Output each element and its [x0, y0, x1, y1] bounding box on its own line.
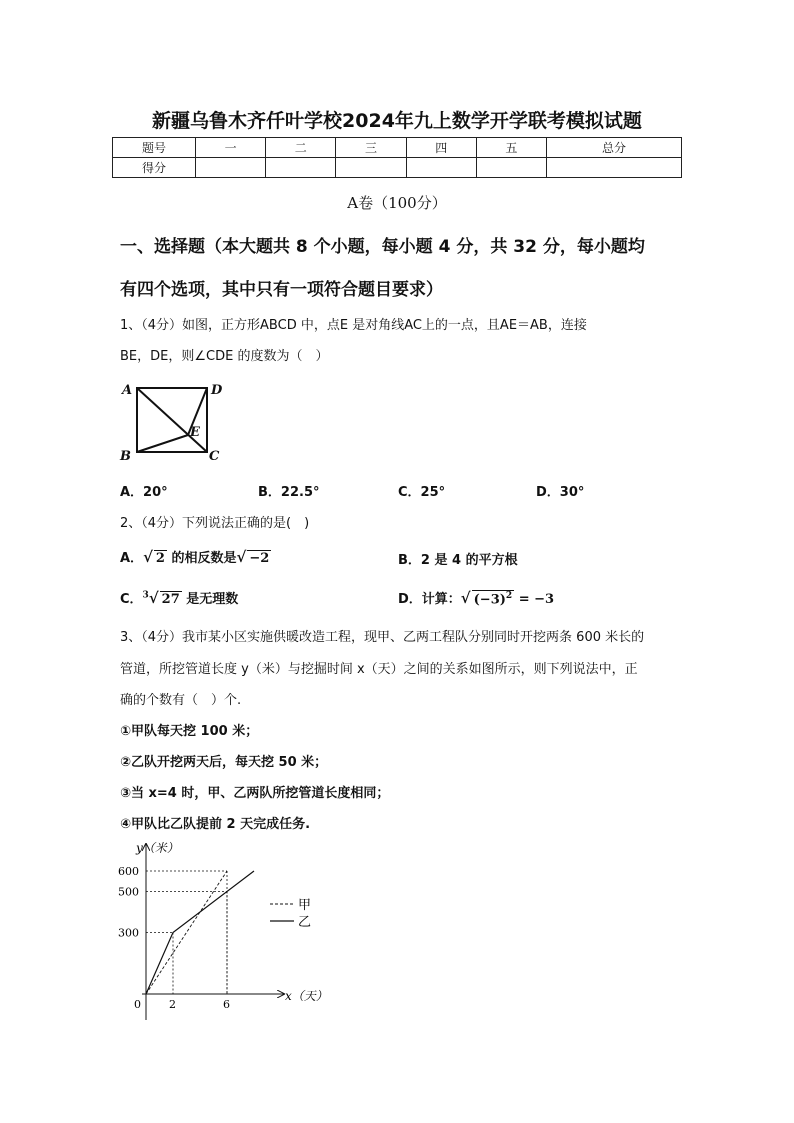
score-table: [112, 137, 682, 178]
q2-option-c-prefix: C．: [120, 592, 143, 607]
x-tick-label: 0: [134, 998, 141, 1011]
score-cell: 五: [476, 138, 546, 158]
q2-option-a-mid: 的相反数是: [166, 551, 237, 566]
q1-option-b: B．22.5°: [258, 485, 320, 500]
q1-stem-line2: BE，DE，则∠CDE 的度数为（ ）: [120, 349, 329, 364]
score-cell: 二: [266, 138, 336, 158]
q2-option-d-suffix: = −3: [514, 592, 555, 607]
label-b: B: [120, 449, 131, 464]
q2-stem: 2、（4分）下列说法正确的是( ): [120, 516, 310, 531]
score-table-header-row: [113, 138, 682, 158]
score-input-cell: [406, 158, 476, 178]
x-tick-label: 6: [223, 998, 230, 1011]
q2-option-d-prefix: D．计算：: [398, 592, 461, 607]
score-cell: 题号: [113, 138, 196, 158]
y-tick-label: 600: [118, 865, 139, 878]
q2-option-d: [398, 588, 554, 607]
q3-stem-line1: 3、（4分）我市某小区实施供暖改造工程，现甲、乙两工程队分别同时开挖两条 600 米长的: [120, 630, 645, 645]
q3-stem-line3: 确的个数有（ ）个.: [120, 693, 242, 708]
q2-option-d-radicand: [472, 590, 515, 607]
y-axis-label: y（米）: [136, 841, 179, 855]
x-axis-label: x（天）: [285, 989, 328, 1003]
x-tick-label: 2: [169, 998, 176, 1011]
score-input-cell: [547, 158, 682, 178]
radical-icon: √: [236, 548, 247, 566]
square-figure: [118, 378, 228, 468]
y-tick-label: 300: [118, 926, 139, 940]
legend-label: 乙: [298, 915, 312, 930]
radical-icon: √: [460, 589, 471, 607]
section-heading-line1: 一、选择题（本大题共 8 个小题，每小题 4 分，共 32 分，每小题均: [120, 237, 645, 257]
q3-stem-line2: 管道，所挖管道长度 y（米）与挖掘时间 x（天）之间的关系如图所示，则下列说法中，正: [120, 662, 638, 677]
q2-option-a-radicand1: 2: [155, 551, 165, 566]
q2-option-d-base: (−3): [473, 592, 506, 607]
q3-statement-4: ④甲队比乙队提前 2 天完成任务.: [120, 817, 311, 832]
q2-option-a: [120, 547, 271, 566]
y-tick-label: 500: [118, 885, 139, 899]
score-cell: 得分: [113, 158, 196, 178]
q3-statement-3: ③当 x=4 时，甲、乙两队所挖管道长度相同；: [120, 786, 390, 801]
score-cell: 总分: [547, 138, 682, 158]
radical-icon: √: [143, 548, 153, 566]
q2-option-c-index: 3: [142, 590, 149, 601]
score-input-cell: [336, 158, 406, 178]
q2-option-c-radicand: 27: [161, 592, 180, 607]
label-e: E: [190, 425, 200, 440]
q3-statement-2: ②乙队开挖两天后，每天挖 50 米；: [120, 755, 328, 770]
line-chart: [112, 836, 352, 1026]
diagonal-ac: [137, 388, 207, 452]
label-a: A: [122, 383, 133, 398]
volume-heading: A卷（100分）: [347, 194, 447, 212]
score-cell: 三: [336, 138, 406, 158]
q2-option-a-prefix: A．: [120, 551, 144, 566]
label-d: D: [211, 383, 223, 398]
q1-option-c: C．25°: [398, 485, 446, 500]
q2-option-a-radicand2: −2: [249, 551, 270, 566]
score-input-cell: [266, 158, 336, 178]
q1-option-a: A．20°: [120, 485, 168, 500]
q2-option-c: [120, 588, 238, 607]
legend-label: 甲: [298, 898, 312, 913]
q2-option-c-suffix: 是无理数: [181, 592, 239, 607]
radical-icon: √: [148, 589, 159, 607]
q3-statement-1: ①甲队每天挖 100 米；: [120, 724, 259, 739]
score-cell: 一: [196, 138, 266, 158]
q2-option-b: B．2 是 4 的平方根: [398, 553, 518, 568]
page-title: 新疆乌鲁木齐仟叶学校2024年九上数学开学联考模拟试题: [152, 110, 642, 132]
q1-stem-line1: 1、（4分）如图，正方形ABCD 中，点E 是对角线AC上的一点，且AE＝AB，连接: [120, 318, 587, 333]
score-cell: 四: [406, 138, 476, 158]
label-c: C: [209, 449, 220, 464]
segment-be: [137, 435, 188, 452]
q1-option-d: D．30°: [536, 485, 585, 500]
section-heading-line2: 有四个选项，其中只有一项符合题目要求）: [120, 280, 443, 300]
score-input-cell: [476, 158, 546, 178]
score-input-cell: [196, 158, 266, 178]
q2-option-d-exponent: 2: [505, 590, 513, 601]
score-table-score-row: [113, 158, 682, 178]
